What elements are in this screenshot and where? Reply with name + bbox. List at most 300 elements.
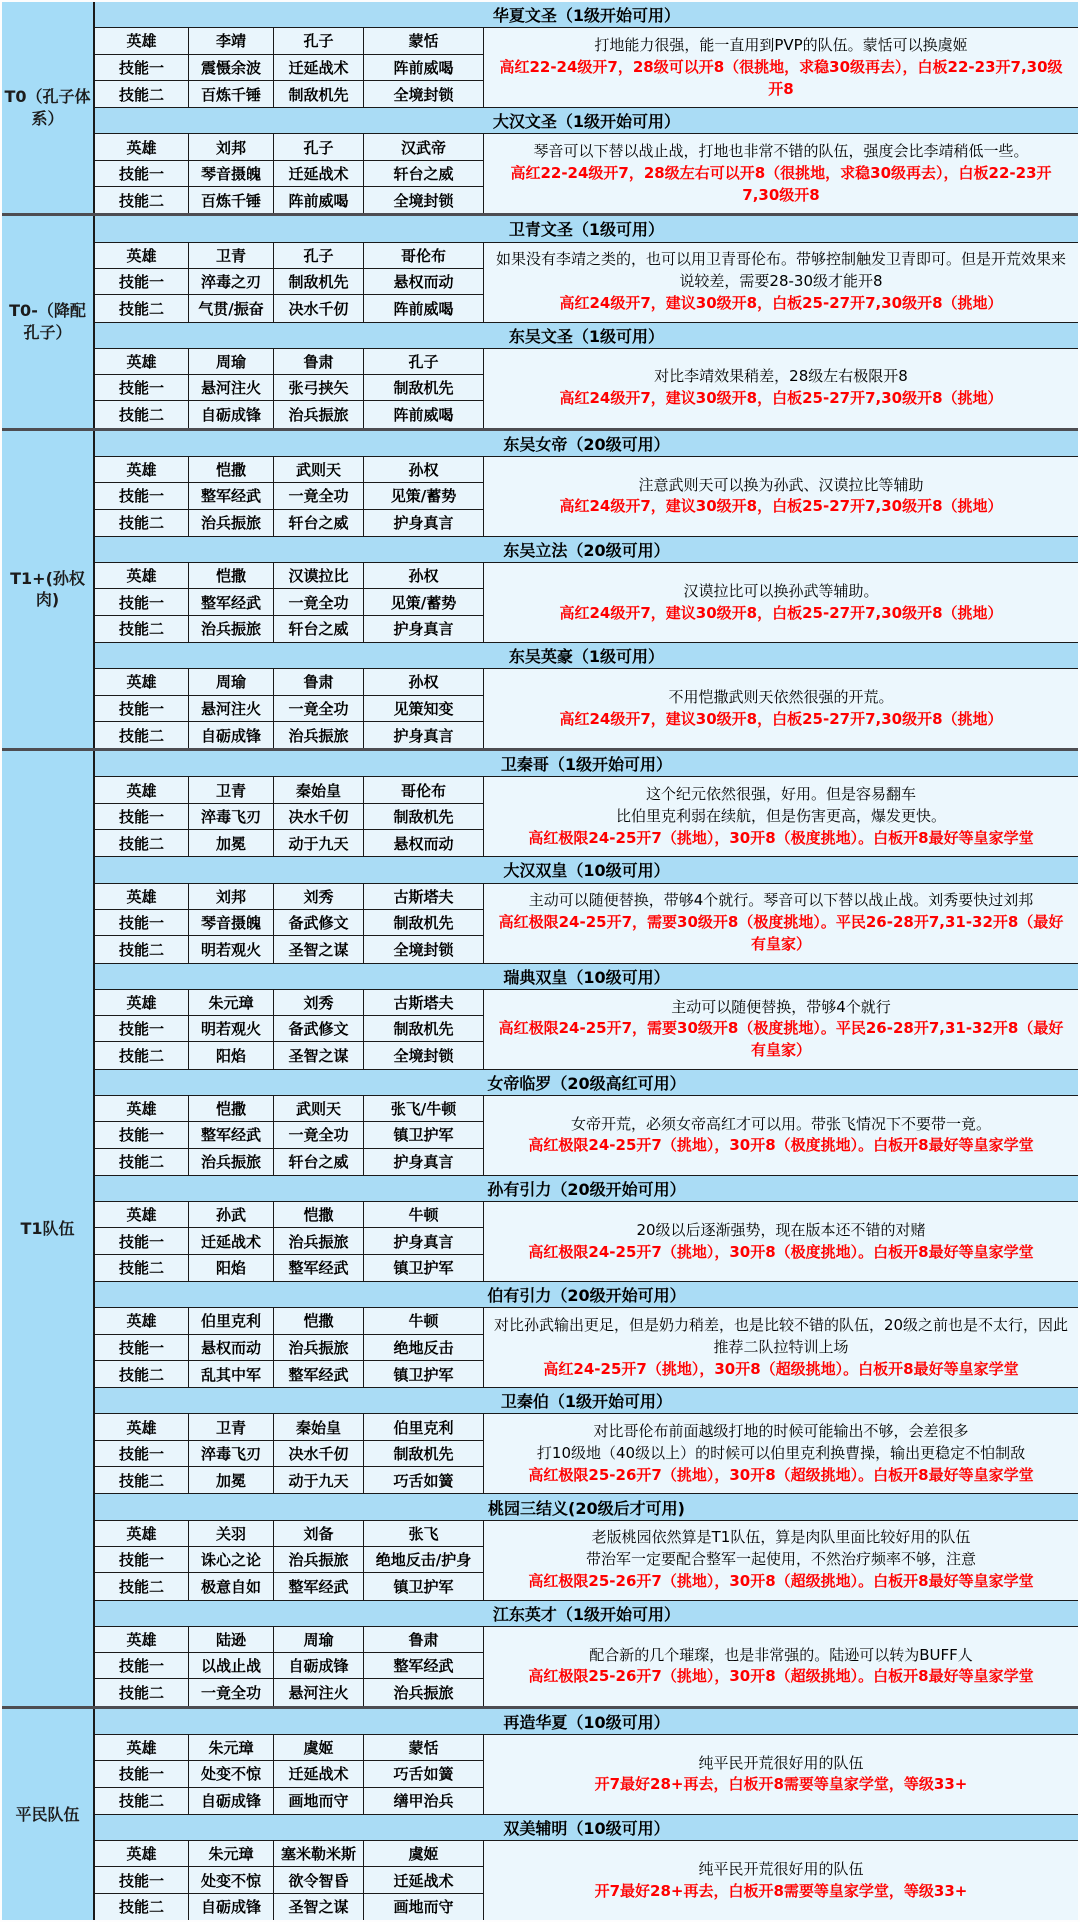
- skill1-cell: 整军经武: [189, 483, 274, 509]
- hero-cell: 秦始皇: [274, 1414, 364, 1440]
- skill2-cell: 全境封锁: [364, 187, 484, 213]
- row-label-hero: 英雄: [95, 1627, 189, 1653]
- team-section: [95, 536, 1078, 642]
- skill1-cell: 一竟全功: [274, 483, 364, 509]
- note-line: 20级以后逐渐强势，现在版本还不错的对赌: [636, 1220, 926, 1239]
- note-line: 高红24级开7，建议30级开8，白板25-27开7,30级开8（挑地）: [559, 497, 1003, 516]
- note-line: 这个纪元依然很强，好用。但是容易翻车: [645, 785, 916, 804]
- hero-cell: 鲁肃: [274, 669, 364, 695]
- team-section: [95, 1600, 1078, 1706]
- skill2-cell: 极意自如: [189, 1573, 274, 1599]
- team-section: [95, 1814, 1078, 1920]
- skill2-cell: 圣智之谋: [274, 1042, 364, 1068]
- team-notes: [484, 563, 1078, 642]
- hero-cell: 恺撒: [274, 1308, 364, 1334]
- row-label-hero: 英雄: [95, 990, 189, 1016]
- row-label-hero: 英雄: [95, 243, 189, 269]
- note-line: 高红极限25-26开7（挑地），30开8（超级挑地）。白板开8最好等皇家学堂: [528, 1667, 1034, 1686]
- skill1-cell: 悬河注火: [189, 696, 274, 722]
- skill2-cell: 护身真言: [364, 616, 484, 642]
- row-label-hero: 英雄: [95, 1096, 189, 1122]
- skill1-cell: 淬毒之刃: [189, 269, 274, 295]
- hero-cell: 孔子: [274, 243, 364, 269]
- skill2-cell: 阳焰: [189, 1042, 274, 1068]
- skill2-cell: 加冕: [189, 1467, 274, 1493]
- team-title: 再造华夏（10级可用）: [95, 1709, 1078, 1735]
- skill2-cell: 轩台之威: [274, 616, 364, 642]
- row-label-skill2: 技能二: [95, 1894, 189, 1920]
- row-label-hero: 英雄: [95, 134, 189, 160]
- skill2-cell: 护身真言: [364, 510, 484, 536]
- skill1-cell: 见策知变: [364, 696, 484, 722]
- team-section: [95, 1709, 1078, 1814]
- skill1-cell: 以战止战: [189, 1653, 274, 1679]
- skill2-cell: 悬河注火: [274, 1679, 364, 1705]
- team-title: 东吴立法（20级可用）: [95, 537, 1078, 563]
- note-line: 女帝开荒，必须女帝高红才可以用。带张飞情况下不要带一竟。: [570, 1114, 991, 1133]
- skill2-cell: 自砺成锋: [189, 401, 274, 427]
- skill1-cell: 欲令智昏: [274, 1867, 364, 1893]
- tier-sections: [95, 216, 1078, 427]
- team-title: 东吴文圣（1级可用）: [95, 323, 1078, 349]
- hero-cell: 哥伦布: [364, 777, 484, 803]
- row-label-hero: 英雄: [95, 1202, 189, 1228]
- team-section: [95, 322, 1078, 428]
- skill2-cell: 明若观火: [189, 936, 274, 962]
- skill2-cell: 轩台之威: [274, 510, 364, 536]
- row-label-skill1: 技能一: [95, 1228, 189, 1254]
- hero-cell: 刘邦: [189, 134, 274, 160]
- tier-group-0: [2, 2, 1078, 213]
- skill2-cell: 轩台之威: [274, 1149, 364, 1175]
- hero-cell: 古斯塔夫: [364, 884, 484, 910]
- note-line: 带治军一定要配合整军一起使用，不然治疗频率不够，注意: [585, 1550, 976, 1569]
- note-line: 主动可以随便替换，带够4个就行: [671, 997, 891, 1016]
- hero-cell: 关羽: [189, 1521, 274, 1547]
- skill2-cell: 百炼千锤: [189, 187, 274, 213]
- skill2-cell: 治兵振旅: [274, 401, 364, 427]
- skill2-cell: 画地而守: [364, 1894, 484, 1920]
- tier-sections: [95, 431, 1078, 749]
- row-label-hero: 英雄: [95, 349, 189, 375]
- skill1-cell: 治兵振旅: [274, 1335, 364, 1361]
- team-section: [95, 1387, 1078, 1493]
- team-notes: [484, 777, 1078, 856]
- row-label-skill1: 技能一: [95, 1016, 189, 1042]
- note-line: 主动可以随便替换，带够4个就行。琴音可以下替以战止战。刘秀要快过刘邦: [528, 891, 1034, 910]
- team-notes: [484, 134, 1078, 213]
- skill1-cell: 巧舌如簧: [364, 1761, 484, 1787]
- team-notes: [484, 669, 1078, 748]
- note-line: 打地能力很强，能一直用到PVP的队伍。蒙恬可以换虞姬: [594, 36, 968, 55]
- row-label-skill2: 技能二: [95, 1042, 189, 1068]
- team-title: 卫青文圣（1级可用）: [95, 216, 1078, 242]
- note-line: 纯平民开荒很好用的队伍: [698, 1753, 864, 1772]
- note-line: 高红极限24-25开7（挑地），30开8（极度挑地）。白板开8最好等皇家学堂: [528, 828, 1034, 847]
- skill2-cell: 治兵振旅: [189, 616, 274, 642]
- row-label-skill2: 技能二: [95, 81, 189, 107]
- skill2-cell: 阵前威喝: [364, 401, 484, 427]
- note-line: 对比孙武输出更足，但是奶力稍差，也是比较不错的队伍，20级之前也是不太行，因此推荐二队拉特训上场: [493, 1316, 1069, 1356]
- tier-label: T1队伍: [2, 751, 95, 1706]
- skill2-cell: 整军经武: [274, 1573, 364, 1599]
- skill1-cell: 整军经武: [189, 589, 274, 615]
- team-section: [95, 963, 1078, 1069]
- skill2-cell: 乱其中军: [189, 1361, 274, 1387]
- team-notes: [484, 1414, 1078, 1493]
- row-label-hero: 英雄: [95, 884, 189, 910]
- skill2-cell: 阳焰: [189, 1255, 274, 1281]
- hero-cell: 蒙恬: [364, 28, 484, 54]
- skill1-cell: 治兵振旅: [274, 1228, 364, 1254]
- hero-cell: 陆逊: [189, 1627, 274, 1653]
- hero-cell: 汉谟拉比: [274, 563, 364, 589]
- hero-cell: 伯里克利: [364, 1414, 484, 1440]
- team-title: 伯有引力（20级开始可用）: [95, 1282, 1078, 1308]
- team-notes: [484, 28, 1078, 107]
- note-line: 对比哥伦布前面越级打地的时候可能输出不够，会差很多: [593, 1422, 969, 1441]
- note-line: 高红极限24-25开7（挑地），30开8（极度挑地）。白板开8最好等皇家学堂: [528, 1136, 1034, 1155]
- hero-cell: 周瑜: [189, 669, 274, 695]
- hero-cell: 秦始皇: [274, 777, 364, 803]
- skill1-cell: 护身真言: [364, 1228, 484, 1254]
- team-section: [95, 642, 1078, 748]
- team-section: [95, 1281, 1078, 1387]
- row-label-hero: 英雄: [95, 28, 189, 54]
- hero-cell: 孙武: [189, 1202, 274, 1228]
- tier-group-3: [2, 748, 1078, 1706]
- note-line: 高红22-24级开7，28级左右可以开8（很挑地，求稳30级再去），白板22-23开7,30级开8: [510, 164, 1052, 204]
- row-label-skill1: 技能一: [95, 804, 189, 830]
- skill1-cell: 迁延战术: [274, 55, 364, 81]
- row-label-skill1: 技能一: [95, 1122, 189, 1148]
- skill2-cell: 全境封锁: [364, 81, 484, 107]
- skill2-cell: 巧舌如簧: [364, 1467, 484, 1493]
- hero-cell: 李靖: [189, 28, 274, 54]
- skill1-cell: 悬权而动: [364, 269, 484, 295]
- row-label-hero: 英雄: [95, 777, 189, 803]
- skill1-cell: 阵前威喝: [364, 55, 484, 81]
- team-title: 大汉文圣（1级开始可用）: [95, 108, 1078, 134]
- skill1-cell: 迁延战术: [274, 161, 364, 187]
- note-line: 高红24级开7，建议30级开8，白板25-27开7,30级开8（挑地）: [559, 603, 1003, 622]
- team-section: [95, 431, 1078, 536]
- skill2-cell: 画地而守: [274, 1788, 364, 1814]
- skill2-cell: 整军经武: [274, 1361, 364, 1387]
- team-title: 华夏文圣（1级开始可用）: [95, 2, 1078, 28]
- row-label-skill1: 技能一: [95, 375, 189, 401]
- skill1-cell: 明若观火: [189, 1016, 274, 1042]
- row-label-skill1: 技能一: [95, 483, 189, 509]
- team-title: 卫秦伯（1级开始可用）: [95, 1388, 1078, 1414]
- skill1-cell: 迁延战术: [364, 1867, 484, 1893]
- row-label-skill2: 技能二: [95, 510, 189, 536]
- skill1-cell: 处变不惊: [189, 1761, 274, 1787]
- tier-label: 平民队伍: [2, 1709, 95, 1920]
- tier-label: T1+(孙权肉): [2, 431, 95, 749]
- skill2-cell: 自砺成锋: [189, 1788, 274, 1814]
- skill2-cell: 整军经武: [274, 1255, 364, 1281]
- row-label-hero: 英雄: [95, 1735, 189, 1761]
- note-line: 高红24级开7，建议30级开8，白板25-27开7,30级开8（挑地）: [559, 389, 1003, 408]
- row-label-skill1: 技能一: [95, 1441, 189, 1467]
- row-label-skill2: 技能二: [95, 616, 189, 642]
- team-title: 东吴女帝（20级可用）: [95, 431, 1078, 457]
- hero-cell: 刘秀: [274, 884, 364, 910]
- hero-cell: 卫青: [189, 243, 274, 269]
- row-label-hero: 英雄: [95, 669, 189, 695]
- skill2-cell: 镇卫护军: [364, 1255, 484, 1281]
- skill1-cell: 迁延战术: [189, 1228, 274, 1254]
- skill1-cell: 悬权而动: [189, 1335, 274, 1361]
- tier-label: T0-（降配孔子）: [2, 216, 95, 427]
- tier-group-4: [2, 1706, 1078, 1920]
- hero-cell: 哥伦布: [364, 243, 484, 269]
- skill2-cell: 悬权而动: [364, 830, 484, 856]
- row-label-skill2: 技能二: [95, 1679, 189, 1705]
- note-line: 开7最好28+再去，白板开8需要等皇家学堂，等级33+: [594, 1881, 968, 1900]
- skill1-cell: 淬毒飞刃: [189, 1441, 274, 1467]
- team-notes: [484, 349, 1078, 428]
- skill2-cell: 治兵振旅: [364, 1679, 484, 1705]
- team-section: [95, 1493, 1078, 1599]
- row-label-skill2: 技能二: [95, 1149, 189, 1175]
- note-line: 高红24级开7，建议30级开8，白板25-27开7,30级开8（挑地）: [559, 293, 1003, 312]
- note-line: 比伯里克利弱在续航，但是伤害更高，爆发更快。: [615, 807, 946, 825]
- row-label-hero: 英雄: [95, 1308, 189, 1334]
- hero-cell: 张飞: [364, 1521, 484, 1547]
- hero-cell: 恺撒: [189, 563, 274, 589]
- skill2-cell: 阵前威喝: [274, 187, 364, 213]
- skill1-cell: 绝地反击: [364, 1335, 484, 1361]
- tier-group-2: [2, 428, 1078, 749]
- team-notes: [484, 1096, 1078, 1175]
- tier-label: T0（孔子体系）: [2, 2, 95, 213]
- hero-cell: 恺撒: [189, 457, 274, 483]
- hero-cell: 武则天: [274, 457, 364, 483]
- skill1-cell: 震慑余波: [189, 55, 274, 81]
- note-line: 老版桃园依然算是T1队伍，算是肉队里面比较好用的队伍: [591, 1528, 971, 1547]
- row-label-skill1: 技能一: [95, 1761, 189, 1787]
- skill1-cell: 决水千仞: [274, 1441, 364, 1467]
- skill1-cell: 制敌机先: [364, 1016, 484, 1042]
- row-label-skill2: 技能二: [95, 1788, 189, 1814]
- skill2-cell: 治兵振旅: [189, 1149, 274, 1175]
- hero-cell: 鲁肃: [274, 349, 364, 375]
- team-title: 东吴英豪（1级可用）: [95, 643, 1078, 669]
- skill2-cell: 阵前威喝: [364, 295, 484, 321]
- skill2-cell: 自砺成锋: [189, 722, 274, 748]
- hero-cell: 卫青: [189, 1414, 274, 1440]
- team-section: [95, 751, 1078, 856]
- team-notes: [484, 1521, 1078, 1600]
- skill2-cell: 治兵振旅: [274, 722, 364, 748]
- skill1-cell: 整军经武: [364, 1653, 484, 1679]
- note-line: 高红24-25开7（挑地），30开8（超级挑地）。白板开8最好等皇家学堂: [543, 1359, 1019, 1378]
- hero-cell: 周瑜: [274, 1627, 364, 1653]
- hero-cell: 牛顿: [364, 1308, 484, 1334]
- skill1-cell: 迁延战术: [274, 1761, 364, 1787]
- team-title: 瑞典双皇（10级可用）: [95, 964, 1078, 990]
- row-label-skill1: 技能一: [95, 55, 189, 81]
- hero-cell: 孔子: [274, 28, 364, 54]
- hero-cell: 孔子: [274, 134, 364, 160]
- team-notes: [484, 1308, 1078, 1387]
- skill1-cell: 琴音摄魄: [189, 910, 274, 936]
- team-section: [95, 1175, 1078, 1281]
- skill2-cell: 动于九天: [274, 1467, 364, 1493]
- hero-cell: 武则天: [274, 1096, 364, 1122]
- row-label-skill2: 技能二: [95, 187, 189, 213]
- skill2-cell: 护身真言: [364, 722, 484, 748]
- note-line: 汉谟拉比可以换孙武等辅助。: [683, 581, 879, 600]
- team-notes: [484, 1735, 1078, 1814]
- skill2-cell: 全境封锁: [364, 936, 484, 962]
- skill1-cell: 一竟全功: [274, 696, 364, 722]
- skill1-cell: 淬毒飞刃: [189, 804, 274, 830]
- hero-cell: 孙权: [364, 563, 484, 589]
- skill1-cell: 自砺成锋: [274, 1653, 364, 1679]
- skill1-cell: 备武修文: [274, 910, 364, 936]
- skill2-cell: 镇卫护军: [364, 1361, 484, 1387]
- row-label-skill2: 技能二: [95, 1467, 189, 1493]
- hero-cell: 刘邦: [189, 884, 274, 910]
- row-label-skill1: 技能一: [95, 269, 189, 295]
- row-label-skill1: 技能一: [95, 1867, 189, 1893]
- hero-cell: 伯里克利: [189, 1308, 274, 1334]
- tier-sections: [95, 2, 1078, 213]
- hero-cell: 古斯塔夫: [364, 990, 484, 1016]
- hero-cell: 张飞/牛顿: [364, 1096, 484, 1122]
- skill2-cell: 气贯/振奋: [189, 295, 274, 321]
- note-line: 琴音可以下替以战止战，打地也非常不错的队伍，强度会比李靖稍低一些。: [533, 142, 1029, 161]
- skill2-cell: 护身真言: [364, 1149, 484, 1175]
- hero-cell: 卫青: [189, 777, 274, 803]
- team-notes: [484, 1202, 1078, 1281]
- note-line: 注意武则天可以换为孙武、汉谟拉比等辅助: [638, 475, 924, 494]
- team-section: [95, 107, 1078, 213]
- hero-cell: 朱元璋: [189, 1735, 274, 1761]
- team-notes: [484, 457, 1078, 536]
- row-label-skill2: 技能二: [95, 936, 189, 962]
- row-label-skill2: 技能二: [95, 722, 189, 748]
- skill2-cell: 动于九天: [274, 830, 364, 856]
- note-line: 纯平民开荒很好用的队伍: [698, 1859, 864, 1878]
- skill1-cell: 治兵振旅: [274, 1547, 364, 1573]
- team-section: [95, 216, 1078, 321]
- team-title: 卫秦哥（1级开始可用）: [95, 751, 1078, 777]
- skill1-cell: 诛心之论: [189, 1547, 274, 1573]
- skill1-cell: 见策/蓄势: [364, 483, 484, 509]
- note-line: 如果没有李靖之类的，也可以用卫青哥伦布。带够控制触发卫青即可。但是开荒效果来说较差，需要28-30级才能开8: [495, 250, 1066, 291]
- skill1-cell: 制敌机先: [364, 804, 484, 830]
- skill1-cell: 镇卫护军: [364, 1122, 484, 1148]
- skill1-cell: 处变不惊: [189, 1867, 274, 1893]
- team-title: 双美辅明（10级可用）: [95, 1815, 1078, 1841]
- hero-cell: 蒙恬: [364, 1735, 484, 1761]
- team-title: 桃园三结义(20级后才可用): [95, 1494, 1078, 1520]
- skill2-cell: 镇卫护军: [364, 1573, 484, 1599]
- skill1-cell: 轩台之威: [364, 161, 484, 187]
- row-label-skill1: 技能一: [95, 161, 189, 187]
- hero-cell: 牛顿: [364, 1202, 484, 1228]
- row-label-skill2: 技能二: [95, 295, 189, 321]
- hero-cell: 刘备: [274, 1521, 364, 1547]
- skill2-cell: 一竟全功: [189, 1679, 274, 1705]
- note-line: 开7最好28+再去，白板开8需要等皇家学堂，等级33+: [594, 1775, 968, 1794]
- skill2-cell: 自砺成锋: [189, 1894, 274, 1920]
- team-title: 女帝临罗（20级高红可用）: [95, 1070, 1078, 1096]
- note-line: 不用恺撒武则天依然很强的开荒。: [668, 687, 894, 706]
- team-title: 大汉双皇（10级可用）: [95, 857, 1078, 883]
- hero-cell: 刘秀: [274, 990, 364, 1016]
- row-label-skill2: 技能二: [95, 830, 189, 856]
- skill2-cell: 制敌机先: [274, 81, 364, 107]
- skill1-cell: 琴音摄魄: [189, 161, 274, 187]
- row-label-hero: 英雄: [95, 1841, 189, 1867]
- tier-sections: [95, 751, 1078, 1706]
- skill2-cell: 圣智之谋: [274, 936, 364, 962]
- team-notes: [484, 1841, 1078, 1920]
- skill1-cell: 整军经武: [189, 1122, 274, 1148]
- note-line: 高红22-24级开7，28级可以开8（很挑地，求稳30级再去），白板22-23开7,30级开8: [499, 57, 1063, 98]
- row-label-skill2: 技能二: [95, 1573, 189, 1599]
- skill2-cell: 缮甲治兵: [364, 1788, 484, 1814]
- hero-cell: 孙权: [364, 669, 484, 695]
- skill1-cell: 见策/蓄势: [364, 589, 484, 615]
- skill1-cell: 制敌机先: [274, 269, 364, 295]
- skill1-cell: 一竟全功: [274, 589, 364, 615]
- hero-cell: 朱元璋: [189, 1841, 274, 1867]
- team-section: [95, 856, 1078, 962]
- note-line: 配合新的几个璀璨，也是非常强的。陆逊可以转为BUFF人: [589, 1645, 973, 1664]
- row-label-skill1: 技能一: [95, 910, 189, 936]
- row-label-skill2: 技能二: [95, 1361, 189, 1387]
- note-line: 高红极限25-26开7（挑地），30开8（超级挑地）。白板开8最好等皇家学堂: [528, 1465, 1034, 1484]
- note-line: 打10级地（40级以上）的时候可以伯里克利换曹操，输出更稳定不怕制敌: [536, 1444, 1026, 1463]
- row-label-skill1: 技能一: [95, 696, 189, 722]
- skill1-cell: 制敌机先: [364, 1441, 484, 1467]
- note-line: 高红24级开7，建议30级开8，白板25-27开7,30级开8（挑地）: [559, 709, 1003, 728]
- hero-cell: 孙权: [364, 457, 484, 483]
- skill2-cell: 百炼千锤: [189, 81, 274, 107]
- skill1-cell: 制敌机先: [364, 375, 484, 401]
- team-notes: [484, 243, 1078, 322]
- hero-cell: 孔子: [364, 349, 484, 375]
- skill1-cell: 决水千仞: [274, 804, 364, 830]
- skill1-cell: 一竟全功: [274, 1122, 364, 1148]
- hero-cell: 朱元璋: [189, 990, 274, 1016]
- skill2-cell: 决水千仞: [274, 295, 364, 321]
- skill1-cell: 悬河注火: [189, 375, 274, 401]
- skill2-cell: 加冕: [189, 830, 274, 856]
- note-line: 对比李靖效果稍差，28级左右极限开8: [654, 367, 908, 386]
- note-line: 高红极限25-26开7（挑地），30开8（超级挑地）。白板开8最好等皇家学堂: [528, 1571, 1034, 1590]
- tier-sections: [95, 1709, 1078, 1920]
- hero-cell: 塞米勒米斯: [274, 1841, 364, 1867]
- row-label-hero: 英雄: [95, 1414, 189, 1440]
- row-label-skill2: 技能二: [95, 1255, 189, 1281]
- row-label-skill1: 技能一: [95, 1335, 189, 1361]
- hero-cell: 周瑜: [189, 349, 274, 375]
- skill1-cell: 张弓挟矢: [274, 375, 364, 401]
- hero-cell: 恺撒: [274, 1202, 364, 1228]
- note-line: 高红极限24-25开7（挑地），30开8（极度挑地）。白板开8最好等皇家学堂: [528, 1242, 1034, 1261]
- row-label-hero: 英雄: [95, 563, 189, 589]
- team-notes: [484, 990, 1078, 1069]
- skill2-cell: 全境封锁: [364, 1042, 484, 1068]
- hero-cell: 虞姬: [274, 1735, 364, 1761]
